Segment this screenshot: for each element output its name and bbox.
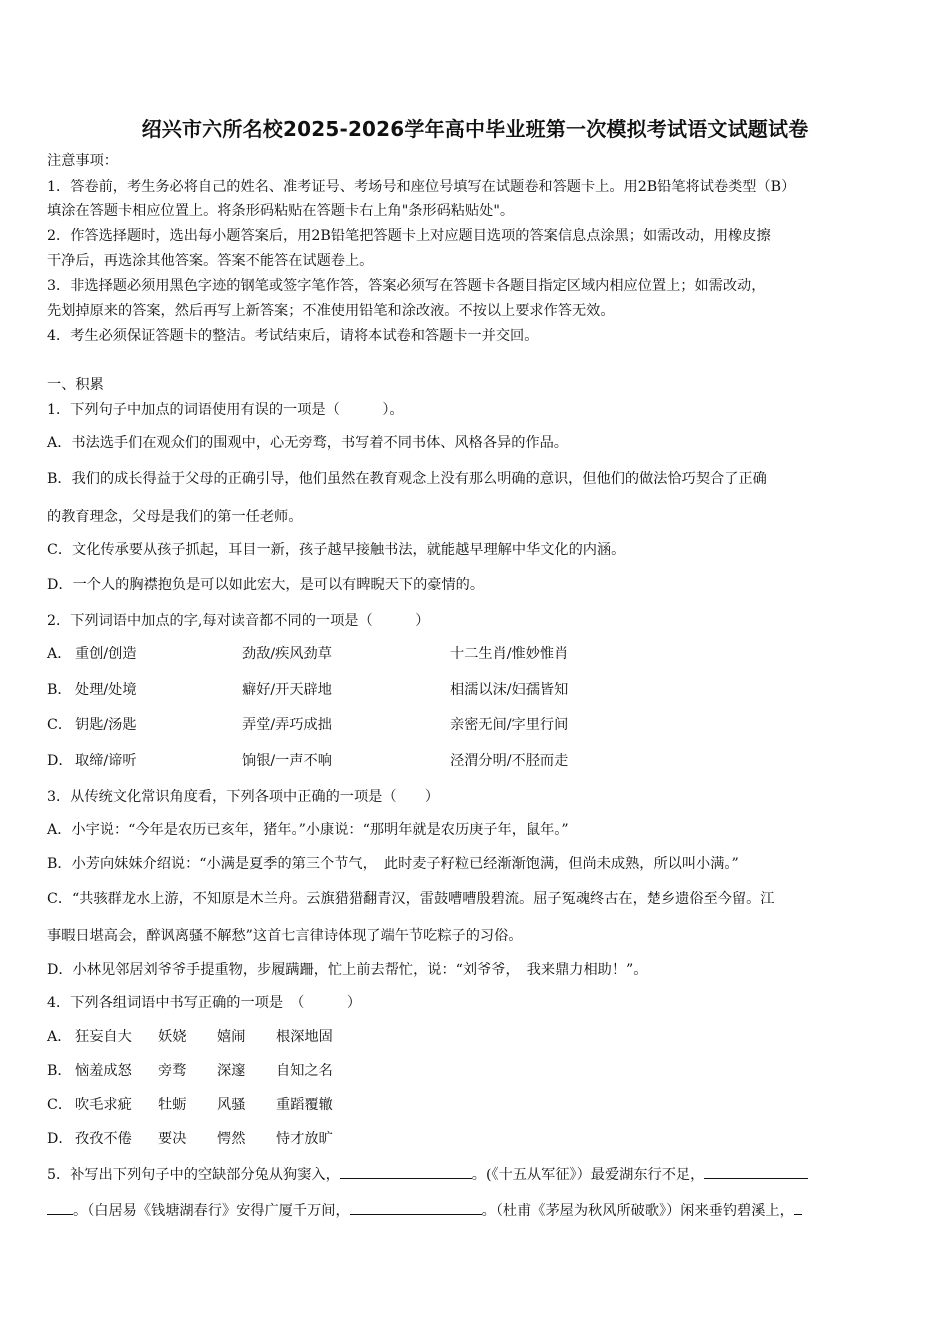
q4-row-key: A．: [47, 1029, 72, 1045]
q4-word: 嬉闹: [217, 1029, 246, 1045]
q1-stem: 1．下列句子中加点的词语使用有误的一项是（ ）。: [47, 402, 404, 418]
q4-word: 根深地固: [276, 1029, 333, 1045]
q4-word: 重蹈覆辙: [276, 1097, 333, 1113]
exam-title: 绍兴市六所名校2025-2026学年高中毕业班第一次模拟考试语文试题试卷: [141, 117, 809, 141]
q2-cell: 相濡以沫/妇孺皆知: [450, 682, 569, 698]
q2-row-key: A．: [47, 646, 72, 662]
answer-blank[interactable]: [350, 1200, 482, 1215]
q2-row-key: D．: [47, 753, 73, 769]
q4-word: 深邃: [217, 1063, 246, 1079]
section-heading: 一、积累: [47, 377, 104, 393]
q2-cell: 泾渭分明/不胫而走: [450, 753, 569, 769]
notice-line: 1．答卷前，考生务必将自己的姓名、准考证号、考场号和座位号填写在试题卷和答题卡上。用2B铅笔将试卷类型（B）: [47, 179, 796, 195]
notice-line: 先划掉原来的答案，然后再写上新答案；不准使用铅笔和涂改液。不按以上要求作答无效。: [47, 303, 615, 319]
q5-line-2: [47, 1200, 802, 1221]
q4-word: 旁骛: [158, 1063, 187, 1079]
q5-line-1: [47, 1164, 808, 1185]
q4-word: 风骚: [217, 1097, 246, 1113]
answer-blank[interactable]: [340, 1164, 472, 1179]
q1-option-b: B．我们的成长得益于父母的正确引导，他们虽然在教育观念上没有那么明确的意识，但他们的做法恰巧契合了正确: [47, 471, 767, 487]
q1-option-c: C．文化传承要从孩子抓起，耳目一新，孩子越早接触书法，就能越早理解中华文化的内涵。: [47, 542, 626, 558]
q5-text: 。（白居易《钱塘湖春行》安得广厦千万间，: [73, 1203, 350, 1219]
q3-option-c: C．“共骇群龙水上游，不知原是木兰舟。云旗猎猎翻青汉，雷鼓嘈嘈殷碧流。屈子冤魂终古在，楚乡遗俗至今留。江: [47, 891, 775, 907]
q2-cell: 亲密无间/字里行间: [450, 717, 569, 733]
q4-word: 愕然: [217, 1131, 246, 1147]
q3-option-d: D．小林见邻居刘爷爷手提重物，步履蹒跚，忙上前去帮忙，说：“刘爷爷， 我来鼎力相助！”。: [47, 962, 648, 978]
q1-option-d: D．一个人的胸襟抱负是可以如此宏大，是可以有睥睨天下的豪情的。: [47, 577, 485, 593]
q2-cell: 劲敌/疾风劲草: [242, 646, 332, 662]
q4-word: 牡蛎: [158, 1097, 187, 1113]
q4-stem: 4．下列各组词语中书写正确的一项是 （ ）: [47, 995, 362, 1011]
notice-line: 干净后，再选涂其他答案。答案不能答在试题卷上。: [47, 253, 374, 269]
q3-option-c-cont: 事暇日堪高会，醉讽离骚不解愁”这首七言律诗体现了端午节吃粽子的习俗。: [47, 928, 523, 944]
q4-word: 要决: [158, 1131, 187, 1147]
notice-line: 4．考生必须保证答题卡的整洁。考试结束后，请将本试卷和答题卡一并交回。: [47, 328, 539, 344]
q5-text: 。（杜甫《茅屋为秋风所破歌》）闲来垂钓碧溪上，: [481, 1203, 794, 1219]
q4-word: 孜孜不倦: [75, 1131, 132, 1147]
q4-row-key: C．: [47, 1097, 73, 1113]
q2-cell: 弄堂/弄巧成拙: [242, 717, 332, 733]
q2-cell: 饷银/一声不响: [242, 753, 332, 769]
q1-option-b-cont: 的教育理念，父母是我们的第一任老师。: [47, 509, 303, 525]
q4-word: 自知之名: [276, 1063, 333, 1079]
q4-word: 恼羞成怒: [75, 1063, 132, 1079]
q4-word: 狂妄自大: [75, 1029, 132, 1045]
q2-cell: 重创/创造: [75, 646, 137, 662]
answer-blank[interactable]: [704, 1164, 808, 1179]
q2-stem: 2．下列词语中加点的字,每对读音都不同的一项是（ ）: [47, 613, 430, 629]
q4-row-key: B．: [47, 1063, 72, 1079]
notice-heading: 注意事项：: [47, 153, 118, 169]
q3-option-b: B．小芳向妹妹介绍说：“小满是夏季的第三个节气， 此时麦子籽粒已经渐渐饱满，但尚未成熟，所以叫小满。”: [47, 856, 739, 872]
q4-word: 吹毛求疵: [75, 1097, 132, 1113]
q2-cell: 钥匙/汤匙: [75, 717, 137, 733]
q2-cell: 十二生肖/惟妙惟肖: [450, 646, 569, 662]
q2-cell: 癖好/开天辟地: [242, 682, 332, 698]
notice-line: 3．非选择题必须用黑色字迹的钢笔或签字笔作答，答案必须写在答题卡各题目指定区域内相应位置上；如需改动，: [47, 278, 766, 294]
answer-blank[interactable]: [47, 1200, 73, 1215]
notice-line: 填涂在答题卡相应位置上。将条形码粘贴在答题卡右上角"条形码粘贴处"。: [47, 203, 515, 219]
q4-word: 恃才放旷: [276, 1131, 333, 1147]
q3-stem: 3．从传统文化常识角度看，下列各项中正确的一项是（ ）: [47, 789, 440, 805]
q3-option-a: A．小宇说：“今年是农历已亥年，猪年。”小康说：“那明年就是农历庚子年，鼠年。”: [47, 822, 569, 838]
answer-blank[interactable]: [794, 1200, 802, 1215]
q4-word: 妖娆: [158, 1029, 187, 1045]
q2-cell: 处理/处境: [75, 682, 137, 698]
q4-row-key: D．: [47, 1131, 73, 1147]
q1-option-a: A．书法选手们在观众们的围观中，心无旁骛，书写着不同书体、风格各异的作品。: [47, 435, 568, 451]
q2-row-key: C．: [47, 717, 73, 733]
q5-text: 。(《十五从军征》）最爱湖东行不足，: [471, 1167, 705, 1183]
q5-text: 5．补写出下列句子中的空缺部分兔从狗窦入，: [47, 1167, 340, 1183]
notice-line: 2．作答选择题时，选出每小题答案后，用2B铅笔把答题卡上对应题目选项的答案信息点涂黑；如需改动，用橡皮擦: [47, 228, 771, 244]
q2-cell: 取缔/谛听: [75, 753, 137, 769]
q2-row-key: B．: [47, 682, 72, 698]
